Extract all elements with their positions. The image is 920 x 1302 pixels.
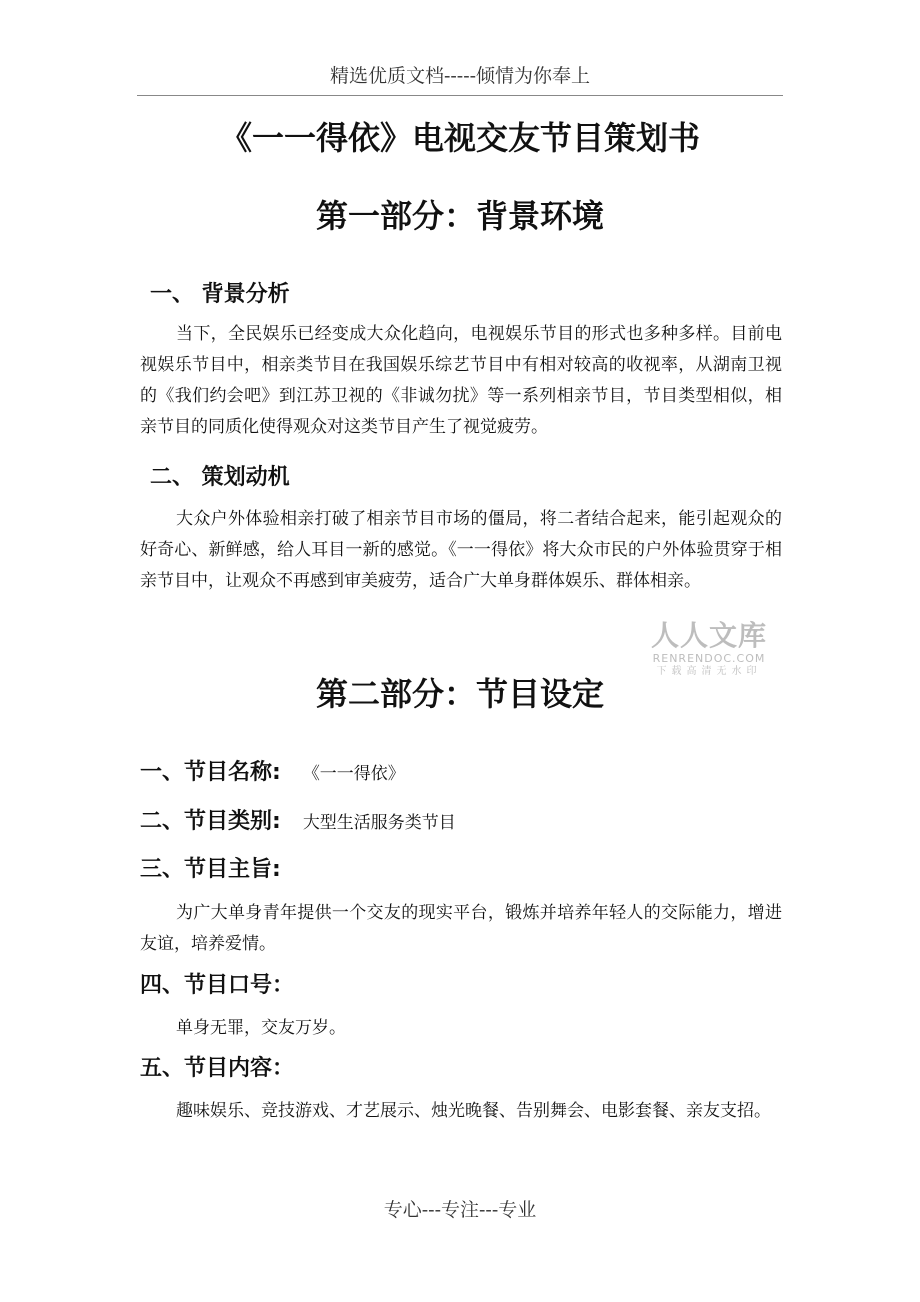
section-motivation-body: 大众户外体验相亲打破了相亲节目市场的僵局，将二者结合起来，能引起观众的好奇心、新鲜感，给人耳目一新的感觉。《一一得依》将大众市民的户外体验贯穿于相亲节目中，让观众不再感到审美疲劳，适合广大单身群体娱乐、群体相亲。 (140, 509, 782, 591)
header-divider (137, 95, 783, 96)
part2-title: 第二部分：节目设定 (315, 675, 604, 713)
program-type-row (140, 807, 456, 838)
section-motivation-heading: 二、 策划动机 (150, 465, 290, 490)
page-footer: 专心---专注---专业 (383, 1199, 537, 1221)
watermark-main-text: 人人文库 (650, 619, 767, 652)
page-header: 精选优质文档-----倾情为你奉上 (329, 65, 591, 87)
program-slogan-label: 四、节目口号： (140, 973, 295, 998)
watermark-domain-text: RENRENDOC.COM (652, 652, 766, 665)
part1-title: 第一部分：背景环境 (315, 197, 604, 235)
program-name-row (140, 758, 405, 789)
section-background-heading: 一、 背景分析 (150, 282, 290, 307)
watermark-sub-text: 下载高清无水印 (656, 666, 762, 677)
program-type-value: 大型生活服务类节目 (302, 813, 456, 833)
section-background-body: 当下，全民娱乐已经变成大众化趋向，电视娱乐节目的形式也多种多样。目前电视娱乐节目中，相亲类节目在我国娱乐综艺节目中有相对较高的收视率，从湖南卫视的《我们约会吧》到江苏卫视的《非诚勿扰》等一系列相亲节目，节目类型相似，相亲节目的同质化使得观众对这类节目产生了视觉疲劳。 (140, 324, 782, 437)
program-content-body: 趣味娱乐、竞技游戏、才艺展示、烛光晚餐、告别舞会、电影套餐、亲友支招。 (176, 1101, 771, 1121)
document-title: 《一一得依》电视交友节目策划书 (219, 119, 700, 157)
program-content-label: 五、节目内容： (140, 1056, 295, 1081)
program-name-value: 《一一得依》 (302, 764, 405, 784)
program-type-label: 二、节目类别: (140, 809, 281, 834)
program-purpose-body: 为广大单身青年提供一个交友的现实平台，锻炼并培养年轻人的交际能力，增进友谊，培养爱情。 (140, 903, 782, 954)
program-name-label: 一、节目名称: (140, 760, 281, 785)
program-slogan-body: 单身无罪，交友万岁。 (176, 1018, 346, 1038)
program-purpose-label: 三、节目主旨: (140, 857, 281, 882)
